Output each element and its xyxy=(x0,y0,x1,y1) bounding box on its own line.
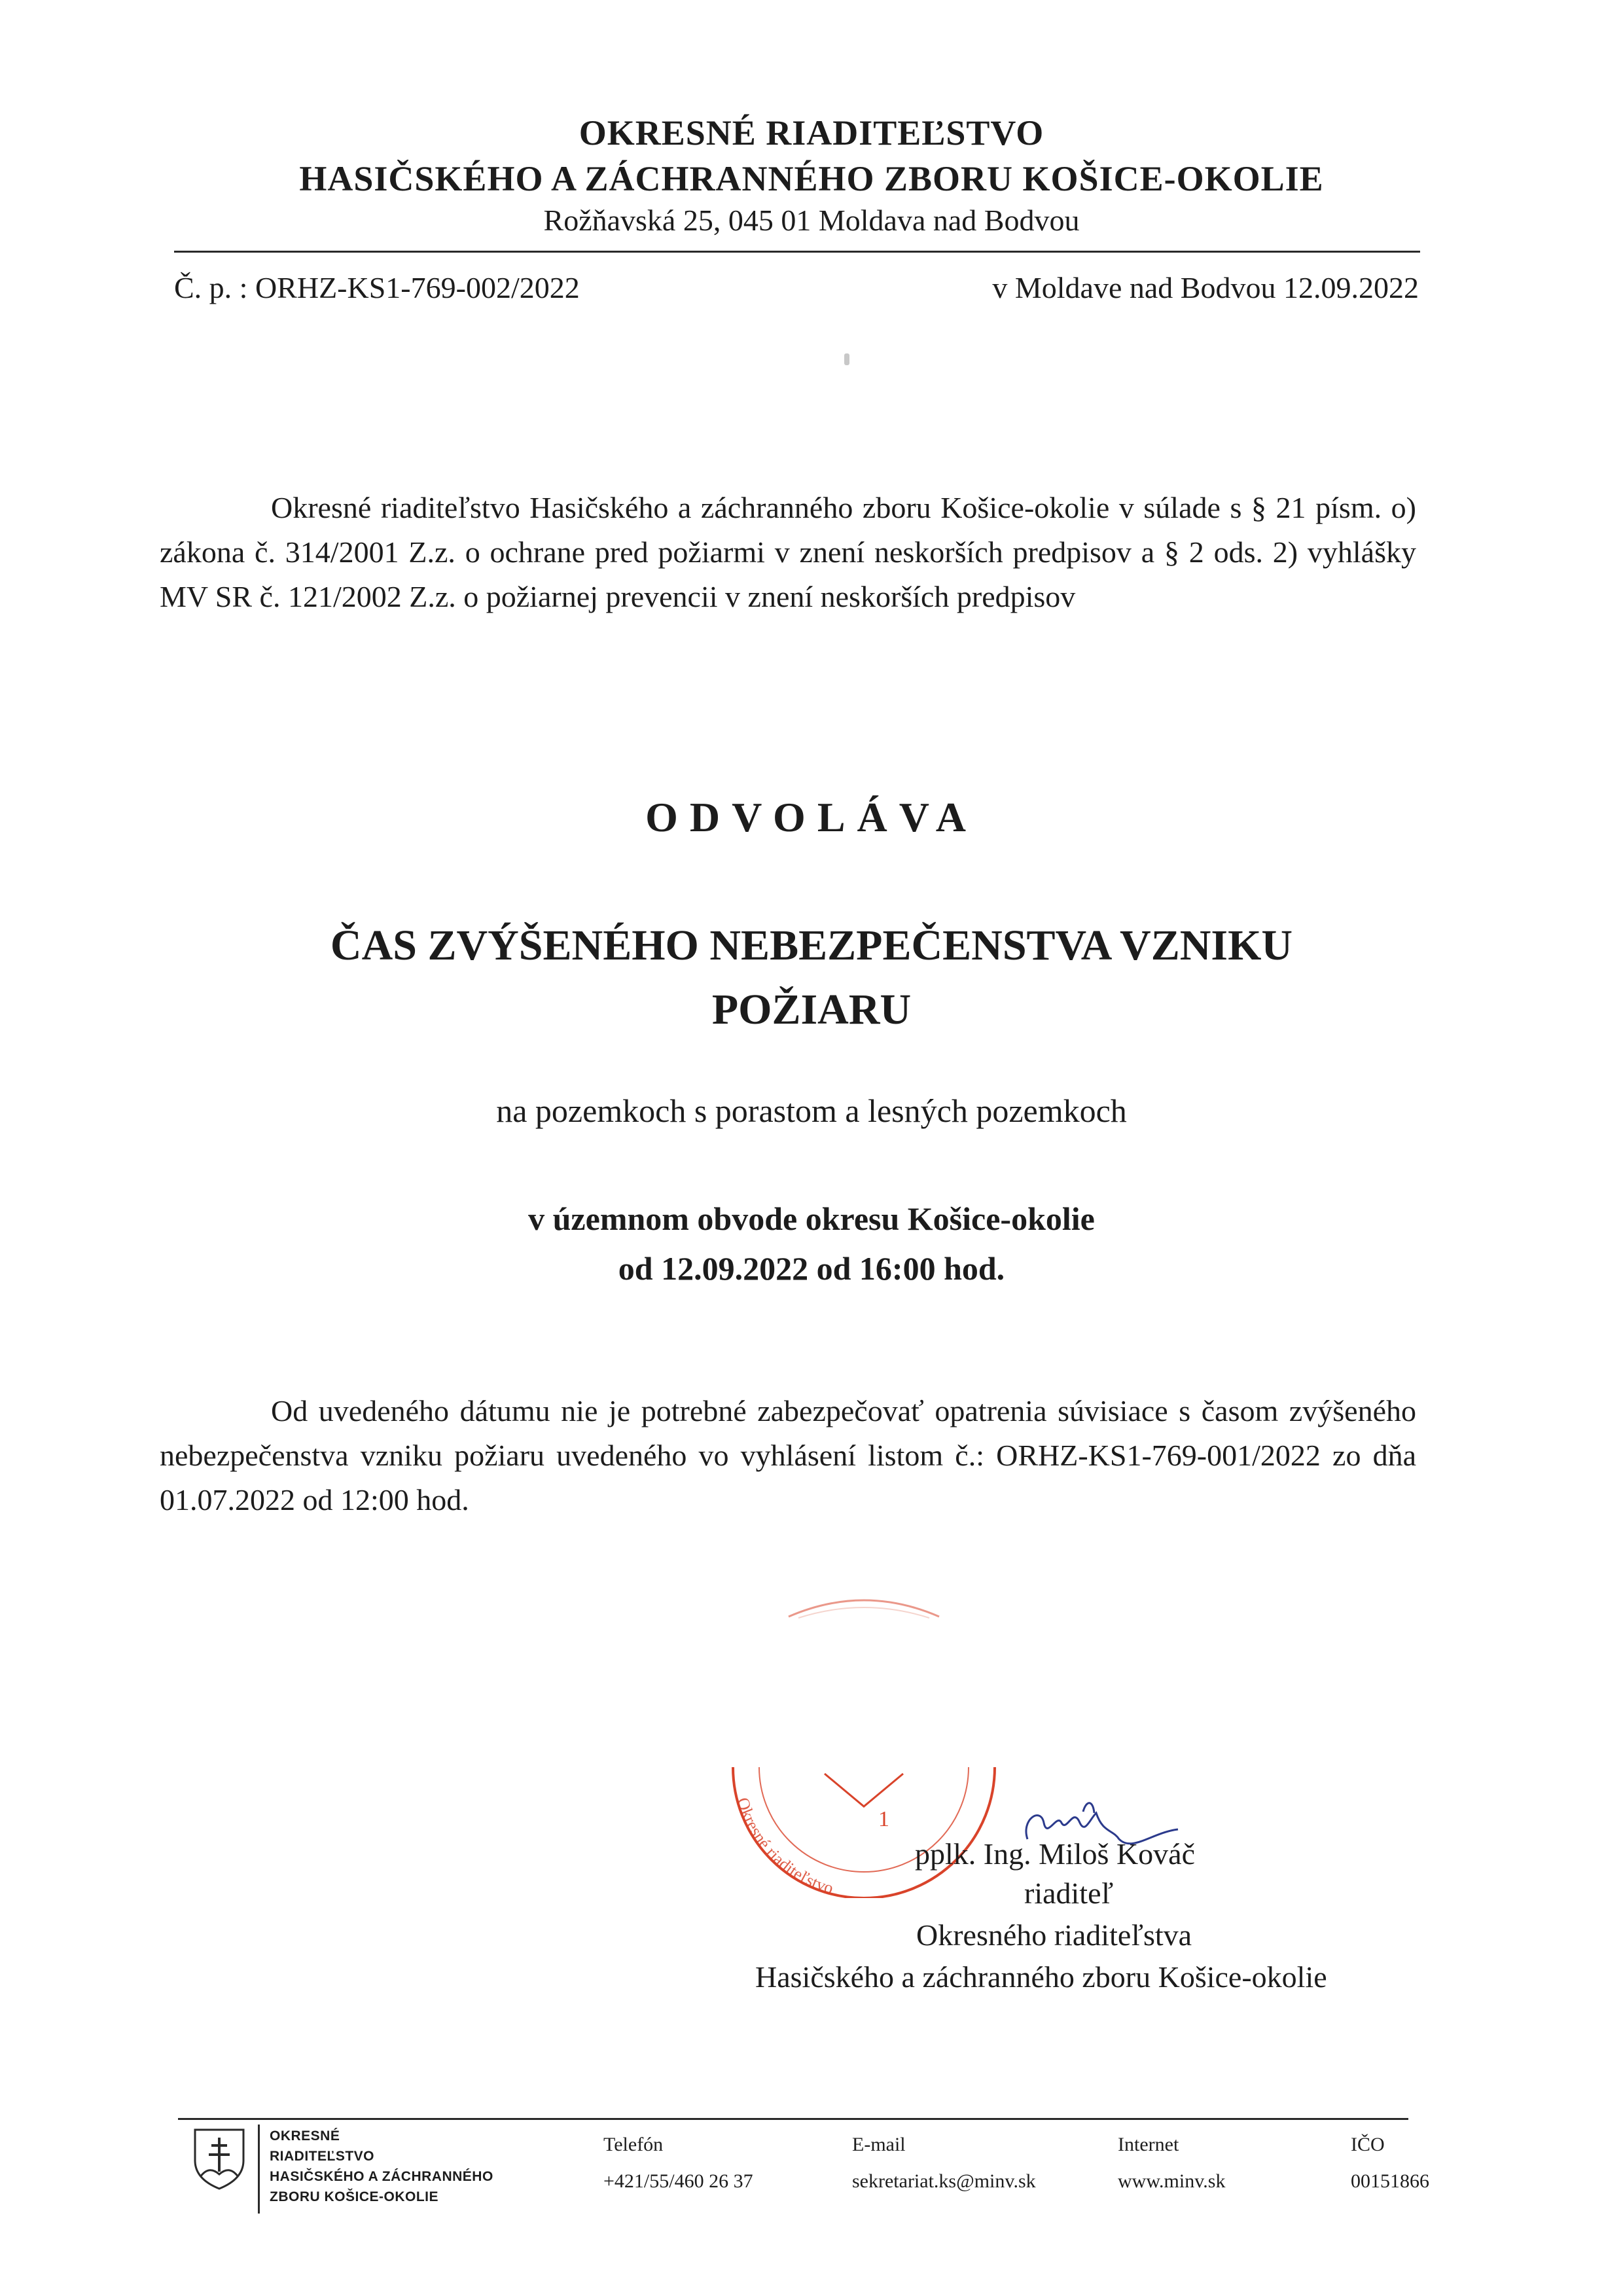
body-text: Od uvedeného dátumu nie je potrebné zabezpečovať opatrenia súvisiace s časom zvýšeného nebezpečenstva vzniku požiaru uvedeného vo vyhlásení listom č.: ORHZ-KS1-769-001/2022 zo dňa 01.07.2022 od 12:00 hod. xyxy=(160,1394,1416,1516)
footer-ico-value: 00151866 xyxy=(1351,2170,1429,2192)
footer-org-line: ZBORU KOŠICE-OKOLIE xyxy=(270,2189,439,2204)
decision-from: od 12.09.2022 od 16:00 hod. xyxy=(618,1250,1005,1287)
scan-speck xyxy=(844,353,849,365)
signatory-org-line1: Okresného riaditeľstva xyxy=(916,1918,1192,1952)
official-stamp xyxy=(707,1728,1021,1898)
header-institution-line2: HASIČSKÉHO A ZÁCHRANNÉHO ZBORU KOŠICE-OKOLIE xyxy=(299,159,1324,198)
stamp-number: 1 xyxy=(878,1807,889,1831)
body-paragraph xyxy=(160,1389,1416,1522)
intro-text: Okresné riaditeľstvo Hasičského a záchranného zboru Košice-okolie v súlade s § 21 písm. o) zákona č. 314/2001 Z.z. o ochrane pred požiarmi v znení neskorších predpisov a § 2 ods. 2) vyhlášky MV SR č. 121/2002 Z.z. o požiarnej prevencii v znení neskorších predpisov xyxy=(160,491,1416,613)
decision-title xyxy=(0,914,1623,1042)
decision-title-line2: POŽIARU xyxy=(711,986,912,1033)
stamp-ring-text: Okresné riaditeľstvo xyxy=(733,1795,836,1898)
decision-area: v územnom obvode okresu Košice-okolie xyxy=(528,1200,1095,1237)
footer-ico-label: IČO xyxy=(1351,2134,1385,2155)
intro-paragraph xyxy=(160,486,1416,619)
footer-org-line: RIADITEĽSTVO xyxy=(270,2149,375,2164)
signatory-name: pplk. Ing. Miloš Kováč xyxy=(915,1837,1196,1871)
reference-number: Č. p. : ORHZ-KS1-769-002/2022 xyxy=(174,271,580,304)
footer-vertical-separator xyxy=(258,2125,260,2214)
decision-scope: na pozemkoch s porastom a lesných pozemkoch xyxy=(496,1092,1127,1129)
svg-text:Okresné riaditeľstvo xyxy=(733,1795,835,1898)
footer-email-label: E-mail xyxy=(852,2134,906,2155)
decision-title-line1: ČAS ZVÝŠENÉHO NEBEZPEČENSTVA VZNIKU xyxy=(330,922,1293,969)
signatory-org-line2: Hasičského a záchranného zboru Košice-okolie xyxy=(755,1960,1327,1994)
footer-organization xyxy=(270,2126,493,2207)
footer-divider xyxy=(178,2118,1408,2120)
header-institution-line1: OKRESNÉ RIADITEĽSTVO xyxy=(579,113,1044,152)
footer-phone-label: Telefón xyxy=(603,2134,664,2155)
signatory-role: riaditeľ xyxy=(1024,1876,1114,1910)
place-and-date: v Moldave nad Bodvou 12.09.2022 xyxy=(992,271,1419,304)
footer-email-value[interactable]: sekretariat.ks@minv.sk xyxy=(852,2170,1036,2192)
slovak-coat-of-arms-icon xyxy=(190,2125,249,2190)
decision-area-time xyxy=(0,1194,1623,1293)
decision-verb: ODVOLÁVA xyxy=(645,794,978,840)
stamp-faint-arc xyxy=(785,1584,942,1623)
footer-org-line: HASIČSKÉHO A ZÁCHRANNÉHO xyxy=(270,2169,493,2184)
footer-internet-value[interactable]: www.minv.sk xyxy=(1118,2170,1226,2192)
header-address: Rožňavská 25, 045 01 Moldava nad Bodvou xyxy=(543,204,1080,237)
footer-phone-value: +421/55/460 26 37 xyxy=(603,2170,753,2192)
header-divider xyxy=(174,251,1420,253)
footer-internet-label: Internet xyxy=(1118,2134,1179,2155)
footer-org-line: OKRESNÉ xyxy=(270,2128,340,2144)
